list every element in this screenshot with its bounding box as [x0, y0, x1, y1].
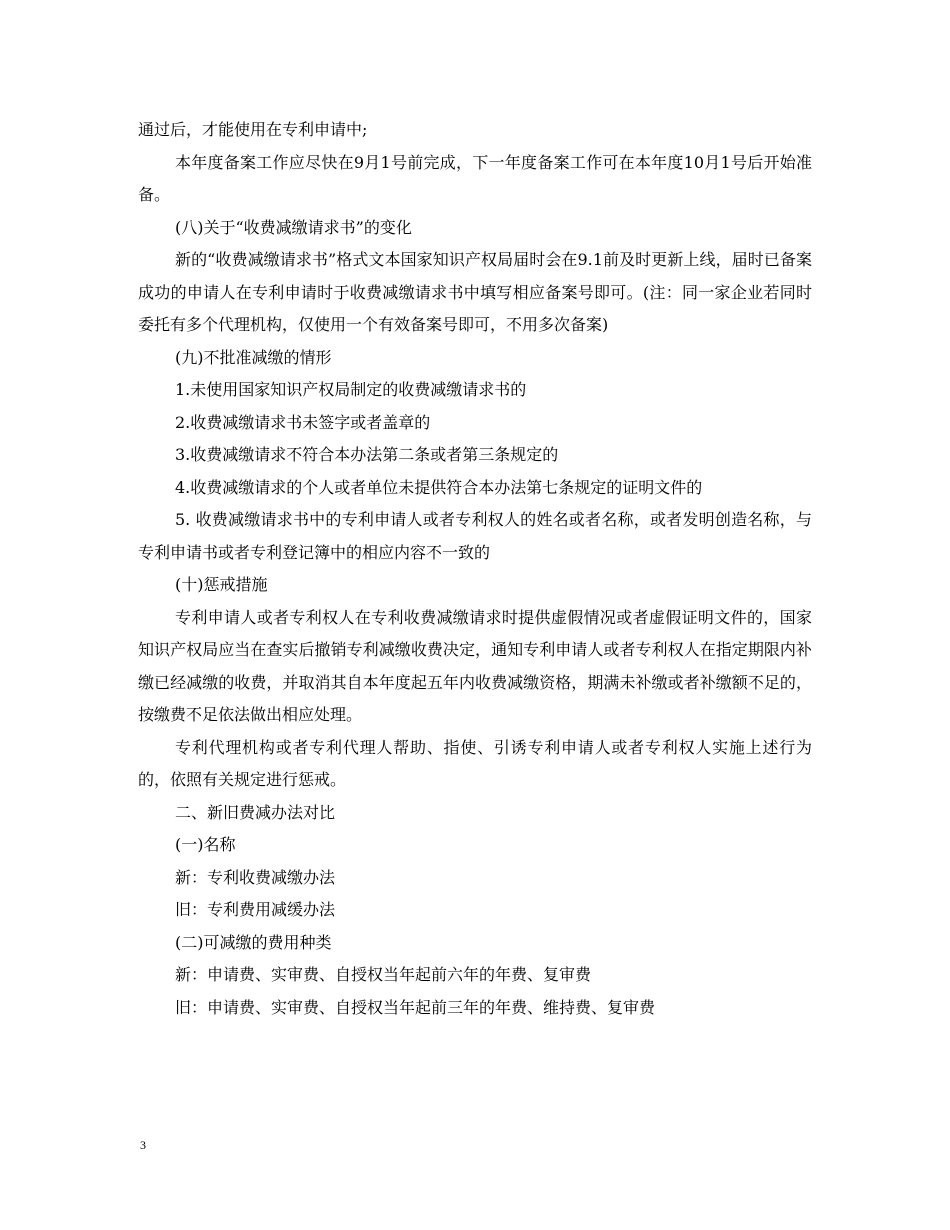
list-item-2: 2.收费减缴请求书未签字或者盖章的 [175, 412, 431, 432]
paragraph-12: 专利申请人或者专利权人在专利收费减缴请求时提供虚假情况或者虚假证明文件的，国家知识产权局应当在查实后撤销专利减缴收费决定，通知专利申请人或者专利权人在指定期限内补缴已经减缴的收费，并取消其自本年度起五年内收费减缴资格，期满未补缴或者补缴额不足的，按缴费不足依法做出相应处理。 [138, 607, 812, 724]
comparison-new-fees: 新：申请费、实审费、自授权当年起前六年的年费、复审费 [175, 965, 592, 984]
paragraph-2: 本年度备案工作应尽快在9月1号前完成，下一年度备案工作可在本年度10月1号后开始准备。 [138, 152, 812, 204]
section-heading-8: (八)关于“收费减缴请求书”的变化 [175, 217, 412, 237]
paragraph-13: 专利代理机构或者专利代理人帮助、指使、引诱专利申请人或者专利权人实施上述行为的，依照有关规定进行惩戒。 [138, 737, 812, 789]
list-item-5: 5. 收费减缴请求书中的专利申请人或者专利权人的姓名或者名称，或者发明创造名称，与专利申请书或者专利登记簿中的相应内容不一致的 [138, 510, 812, 562]
comparison-old-name: 旧：专利费用减缓办法 [175, 900, 336, 919]
page-number: 3 [140, 1138, 146, 1152]
subsection-heading-2: (二)可减缴的费用种类 [175, 932, 332, 952]
paragraph-1: 通过后，才能使用在专利申请中; [138, 120, 368, 139]
paragraph-4: 新的“收费减缴请求书”格式文本国家知识产权局届时会在9.1前及时更新上线，届时已备案成功的申请人在专利申请时于收费减缴请求书中填写相应备案号即可。(注：同一家企业若同时委托有多个代理机构，仅使用一个有效备案号即可，不用多次备案) [138, 250, 812, 334]
comparison-new-name: 新：专利收费减缴办法 [175, 867, 336, 887]
section-heading-9: (九)不批准减缴的情形 [175, 347, 332, 367]
section-heading-2: 二、新旧费减办法对比 [175, 802, 336, 822]
list-item-4: 4.收费减缴请求的个人或者单位未提供符合本办法第七条规定的证明文件的 [175, 477, 703, 497]
document-body [138, 114, 812, 1024]
subsection-heading-1: (一)名称 [175, 835, 236, 854]
list-item-1: 1.未使用国家知识产权局制定的收费减缴请求书的 [175, 380, 527, 399]
comparison-old-fees: 旧：申请费、实审费、自授权当年起前三年的年费、维持费、复审费 [175, 997, 656, 1017]
section-heading-10: (十)惩戒措施 [175, 575, 268, 594]
list-item-3: 3.收费减缴请求不符合本办法第二条或者第三条规定的 [175, 445, 559, 464]
